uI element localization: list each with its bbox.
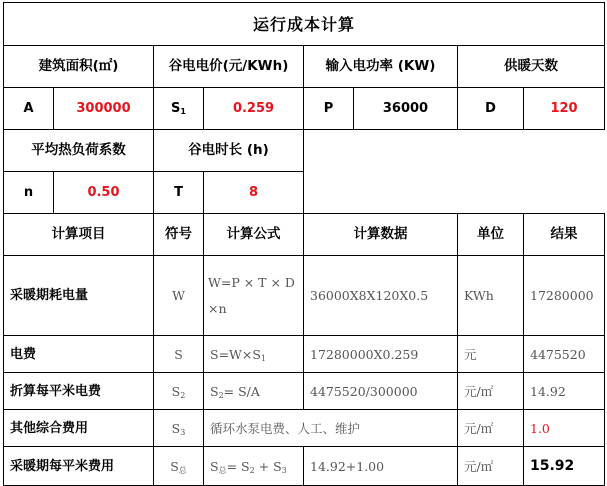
table-row [4,256,605,336]
area-header: 建筑面积(㎡) [4,46,154,88]
col-item-header: 计算项目 [4,214,154,256]
price-value: 0.259 [204,88,304,130]
row-result: 17280000 [524,256,605,336]
cost-table-container [3,2,604,475]
col-unit-header: 单位 [458,214,524,256]
power-header: 输入电功率 (KW) [304,46,458,88]
row-data: 36000X8X120X0.5 [304,256,458,336]
load-factor-symbol: n [4,172,54,214]
row-symbol: W [154,256,204,336]
col-formula-header: 计算公式 [204,214,304,256]
price-symbol: $S_1$ [154,88,204,130]
power-value: 36000 [354,88,458,130]
title-row [4,3,605,46]
params-header-row-2 [4,130,605,172]
area-value: 300000 [54,88,154,130]
table-row [4,373,605,410]
row-item: 其他综合费用 [4,410,154,447]
price-header [154,46,304,88]
col-symbol-header: 符号 [154,214,204,256]
row-unit: 元/㎡ [458,447,524,486]
price-header-text: 谷电电价(元/KWh) [168,58,289,74]
hours-symbol: T [154,172,204,214]
row-symbol: $S_2$ [154,373,204,410]
row-formula: 循环水泵电费、人工、维护 [204,410,458,447]
row-result: 4475520 [524,336,605,373]
calc-header-row [4,214,605,256]
days-symbol: D [458,88,524,130]
load-factor-value: 0.50 [54,172,154,214]
col-data-header: 计算数据 [304,214,458,256]
table-row [4,447,605,486]
power-symbol: P [304,88,354,130]
row-symbol: S [154,336,204,373]
row-unit: 元 [458,336,524,373]
params-header-row [4,46,605,88]
hours-value: 8 [204,172,304,214]
row-formula: $S_2= S/A$ [204,373,304,410]
row-unit: 元/㎡ [458,410,524,447]
row-result: 14.92 [524,373,605,410]
days-header: 供暖天数 [458,46,605,88]
row-unit: KWh [458,256,524,336]
days-value: 120 [524,88,605,130]
params-value-row [4,88,605,130]
row-unit: 元/㎡ [458,373,524,410]
valley-hours-header: 谷电时长 (h) [154,130,304,172]
table-row [4,336,605,373]
row-formula: $S_总= S_2 + S_3$ [204,447,304,486]
row-symbol: $S_3$ [154,410,204,447]
row-symbol: $S_总$ [154,447,204,486]
row-item: 电费 [4,336,154,373]
row-formula: $S=W\times S_1$ [204,336,304,373]
empty-cell [304,130,605,214]
load-factor-header: 平均热负荷系数 [4,130,154,172]
row-item: 折算每平米电费 [4,373,154,410]
row-data: 4475520/300000 [304,373,458,410]
table-title: 运行成本计算 [4,3,605,46]
row-result: 15.92 [524,447,605,486]
operating-cost-table [3,2,605,486]
table-row [4,410,605,447]
row-item: 采暖期每平米费用 [4,447,154,486]
area-symbol: A [4,88,54,130]
row-item: 采暖期耗电量 [4,256,154,336]
row-result: 1.0 [524,410,605,447]
col-result-header: 结果 [524,214,605,256]
row-formula: W=P × T × D ×n [204,256,304,336]
row-data: 17280000X0.259 [304,336,458,373]
row-data: 14.92+1.00 [304,447,458,486]
